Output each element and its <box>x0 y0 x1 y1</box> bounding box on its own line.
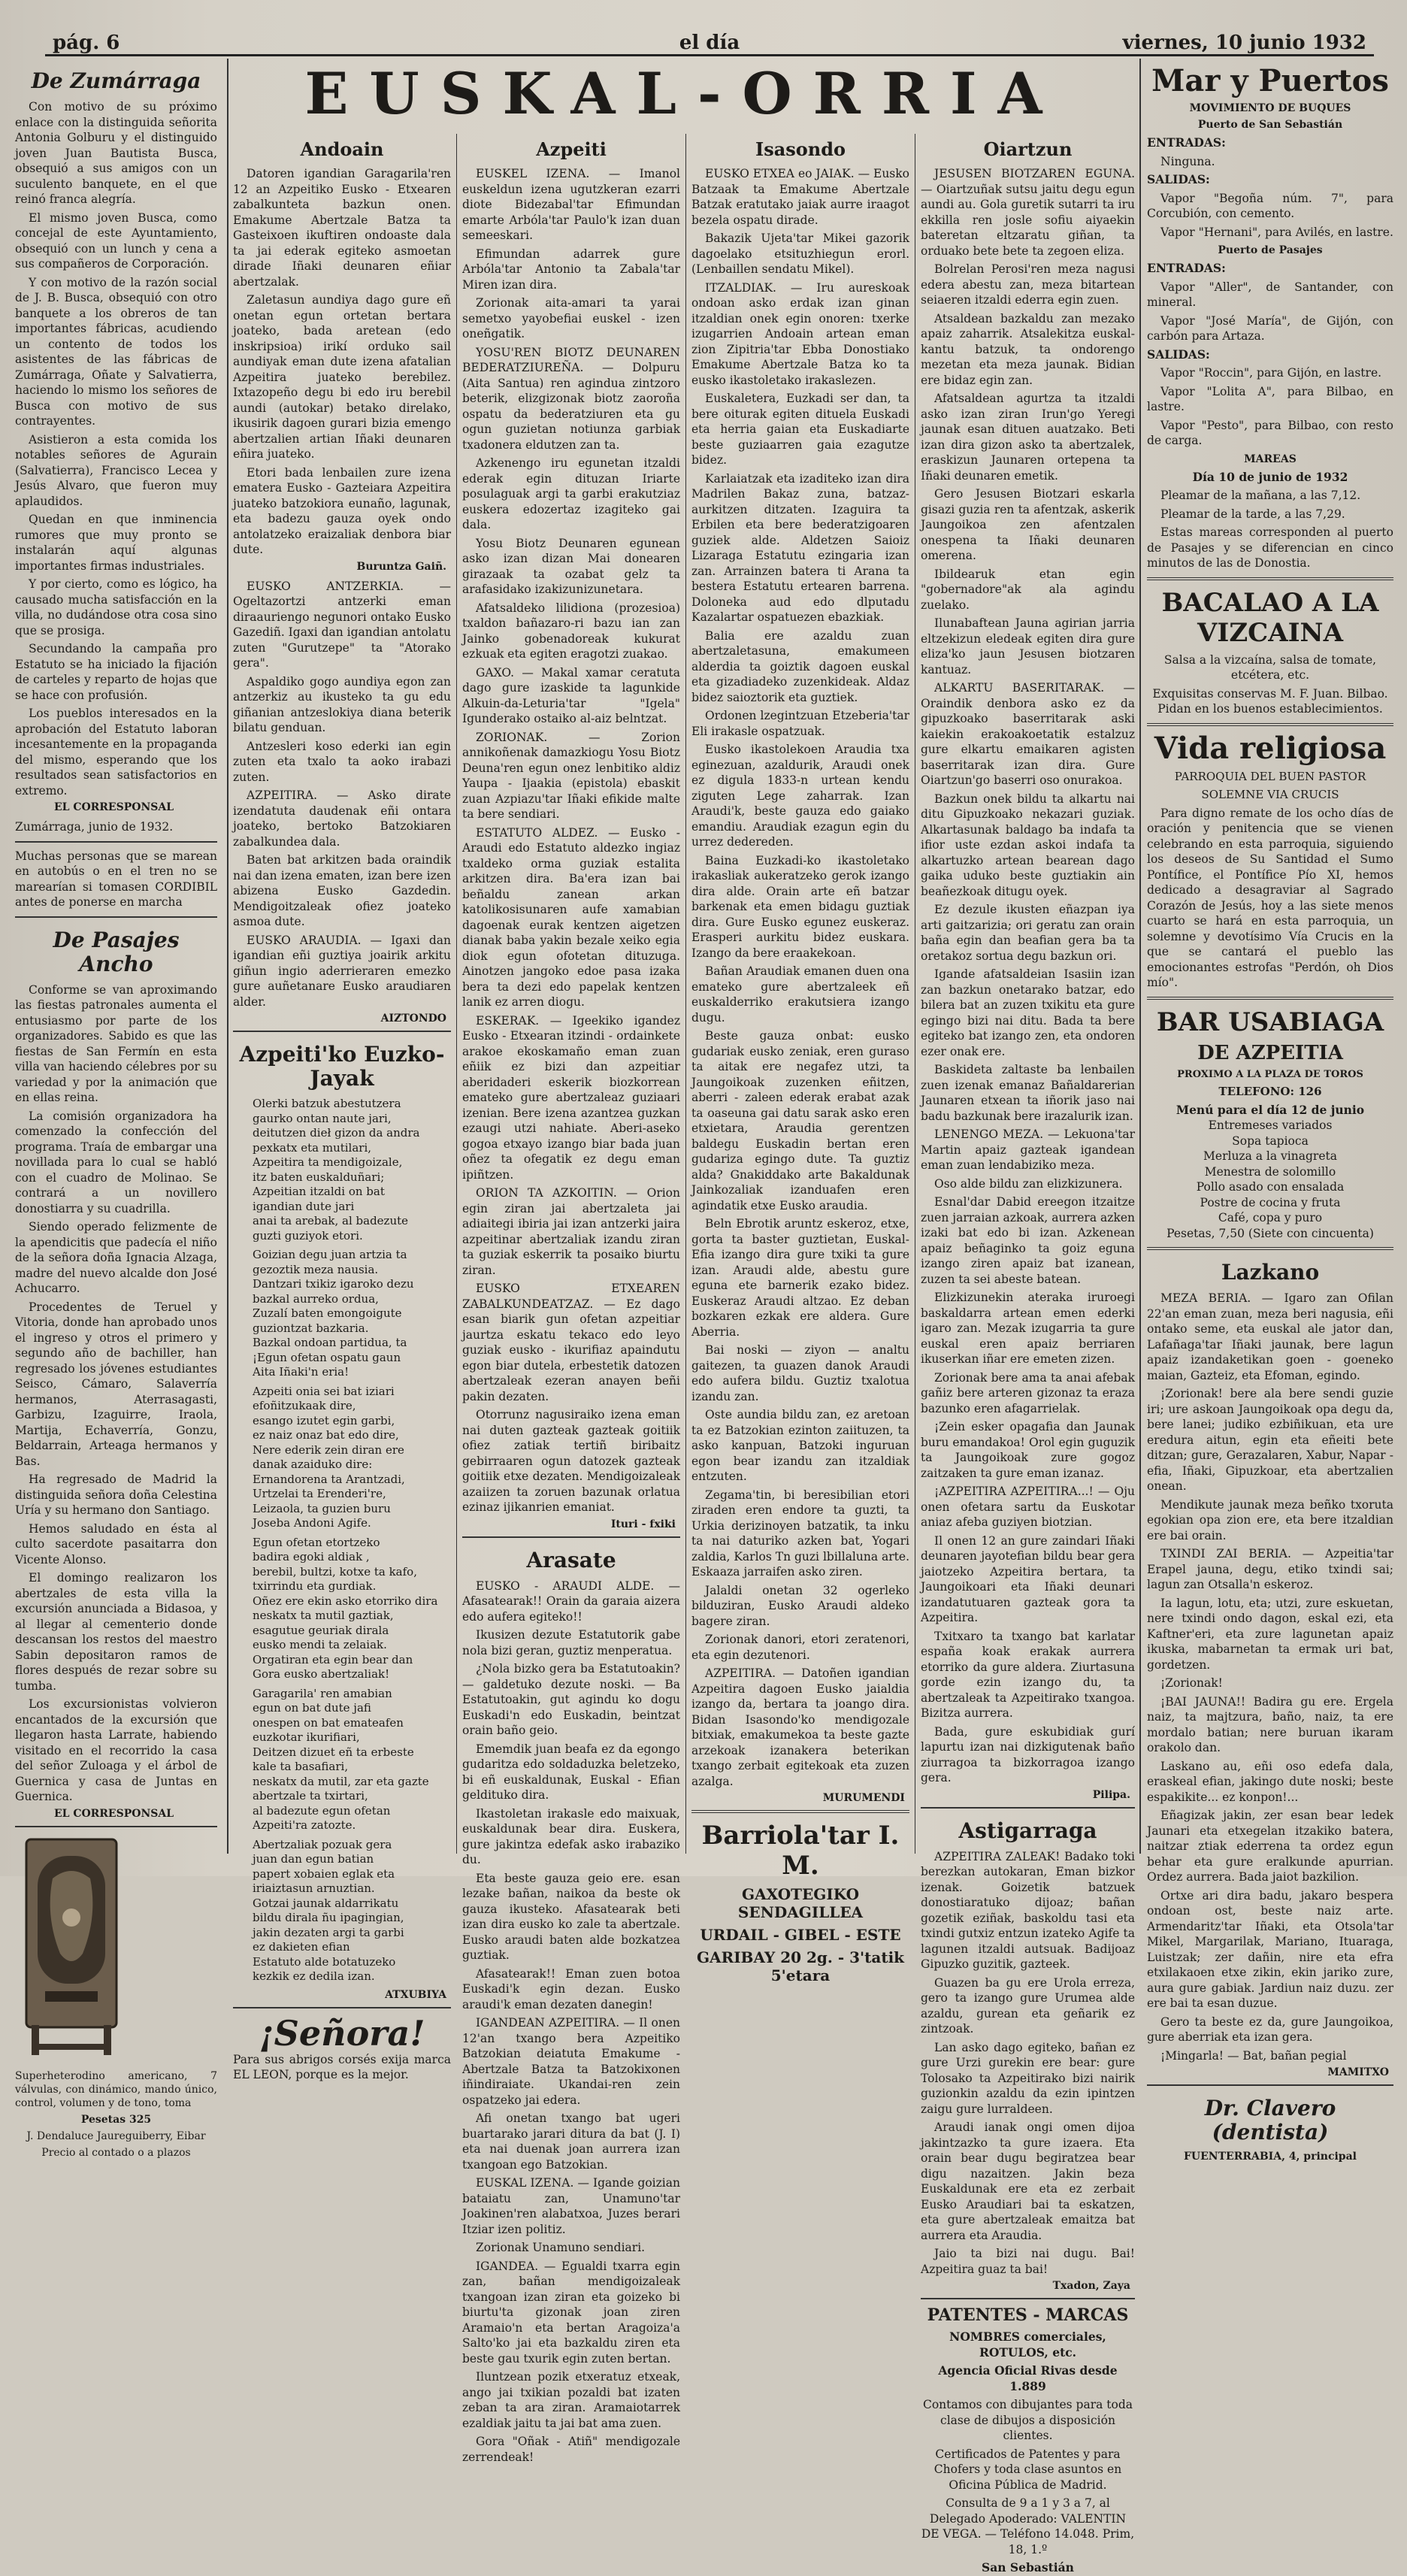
isasondo-p4: Euskaletera, Euzkadi ser dan, ta bere oiturak egiten dituela Euskadi eta herria gaian eta Euskadiarte beste guziaarren gaia ezagutze bidez. <box>691 392 909 467</box>
barriola-title: Barriola'tar I. M. <box>701 1821 900 1881</box>
poem-line: anai ta arebak, al badezute <box>253 1214 409 1227</box>
isasondo-column <box>691 134 910 1984</box>
bar-title-2: DE AZPEITIA <box>1197 1041 1343 1064</box>
barriola-l1: GAXOTEGIKO SENDAGILLEA <box>737 1885 864 1921</box>
jayak-stanza-4 <box>233 1536 451 1682</box>
poem-line: Goizian degu juan artzia ta <box>253 1248 407 1261</box>
lazkano-p11: Gero ta beste ez da, gure Jaungoikoa, gure aberriak eta izan gera. <box>1147 2014 1393 2044</box>
mar-s4: Vapor "Lolita A", para Bilbao, en lastre. <box>1147 384 1393 413</box>
azpeiti-signature: Ituri - fxiki <box>610 1518 676 1530</box>
poem-line: Azpeiti'ra zatozte. <box>253 1818 356 1832</box>
divider <box>15 1826 217 1827</box>
poem-line: Estatuto alde botatuzeko <box>253 1954 396 1969</box>
oiartzun-p19: ¡AZPEITIRA AZPEITIRA...! — Oju onen ofetara sartu da Euskotar aniaz afeba guziyen biotzian. <box>921 1485 1135 1529</box>
pasajes-p7: El domingo realizaron los abertzales de esta villa la excursión anunciada a Bidasoa, y al llegar al cementerio donde descansan los restos del maestro Sabin depositaron ramos de flores después de rezar sobre su tumba. <box>15 1571 217 1693</box>
zumarraga-p5: Quedan en que inminencia rumores que muy pronto se instalarán aquí algunas importantes firmas industriales. <box>15 513 217 573</box>
isasondo-p13: Bai noski — ziyon — analtu gaitezen, ta guazen danok Araudi edo aufera bildu. Guztiz txalotua izandu zan. <box>691 1343 909 1403</box>
andoain-p5: Aspaldiko gogo aundiya egon zan antzerkiz au ikusteko ta gu edu giñanian antzeslokiya diana beterik bilatu genduan. <box>233 674 451 734</box>
arasate-p13: Iluntzean pozik etxeratuz etxeak, ango jai txikian pozaldi bat izaten zeban ta ara ziran. Aramaiotarrek ezaldiak jaitu ta jai bat ama zuen. <box>462 2370 680 2430</box>
divider <box>1147 1247 1393 1250</box>
jayak-stanza-2 <box>233 1248 451 1380</box>
lazkano-p1: MEZA BERIA. — Igaro zan Ofilan 22'an eman zuan, meza beri nagusia, eñi ontako seme, eta euskal ale jator dan, Lafañaga'tar Iñaki jaunak, bere lagun apaiz izandaketikan goen - goeneko maian, Gazteiz, eta Efoman, egindo. <box>1147 1291 1393 1382</box>
mareas-title: MAREAS <box>1244 453 1297 465</box>
azpeiti-p5: Azkenengo iru egunetan itzaldi ederak egin dituzan Iriarte posulaguak argi ta garbi erakutziaz euskera edozertaz izagiteko gai dala. <box>462 456 680 531</box>
zumarraga-p2: El mismo joven Busca, como concejal de este Ayuntamiento, obsequió con un lunch y cena a sus compañeros de Corporación. <box>15 210 217 271</box>
page-number: pág. 6 <box>53 32 120 54</box>
menu-item: Menestra de solomillo <box>1204 1164 1336 1179</box>
azpeiti-p12: ORION TA AZKOITIN. — Orion egin ziran jai abertzaleta jai adiaitegi ibiria jai izan antzerki jaira azpeitinar abertzaliak izandu ziran ta guziak eskerrik ta posaiko biurtu ziran. <box>462 1186 680 1277</box>
poem-line: ¡Egun ofetan ospatu gaun <box>253 1350 401 1364</box>
poem-line: esagutue geuriak dirala <box>253 1623 389 1637</box>
arasate-p1: EUSKO - ARAUDI ALDE. — Afasatearak!! Orain da garaia aizera edo aufera egiteko!! <box>462 1579 680 1624</box>
isasondo-p18: AZPEITIRA. — Datoñen igandian Azpeitira dagoen Eusko jaialdia izango da, bertara ta joango dira. Bidan Isasondo'ko mendigozale bitxiak, emakumekoa ta beste gazte arzekoak izanakera beterikan txango zerbait egitekoak eta zuzen azalga. <box>691 1666 909 1788</box>
column-rule <box>456 134 457 1854</box>
isasondo-p14: Oste aundia bildu zan, ez aretoan ta ez Batzokian ezinton zaiituzen, ta asko kanpuan, Batzoki inguruan egon bear izandu zan itzaldiak entzuten. <box>691 1408 909 1483</box>
azpeiti-p14: Otorrunz nagusiraiko izena eman nai duten gazteak gazteak goitiik ofiez zatiak tertiñ biribaitz gebirraaren ogun datozek gazteak goitiik etxe dezaten. Mendigoizaleak azaiizen ta zoruen bazunak orlatua ezinaz ijikanrien emaniat. <box>462 1408 680 1514</box>
poem-line: badira egoki aldiak , <box>253 1550 370 1563</box>
arasate-p12: IGANDEA. — Egualdi txarra egin zan, bañan mendigoizaleak txangoan izan ziran eta goizeko bi biurtu'ta gizonak joan ziren Aramaio'n eta bertan Aragoiza'a Salto'ko jai eta bazkaldu ziren eta beste gau txurik egin zuten bertan. <box>462 2259 680 2366</box>
arasate-p7: Afasatearak!! Eman zuen botoa Euskadi'k egin dezan. Eusko araudi'k eman dezaten danegin! <box>462 1966 680 2011</box>
bar-title: BAR USABIAGA <box>1156 1006 1384 1037</box>
zumarraga-p3: Y con motivo de la razón social de J. B. Busca, obsequió con otro banquete a los obreros de tan importantes fábricas, acudiendo un contento de todos los asistentes de las fábricas de Zumárraga, Oñate y Salvatierra, haciendo lo mismo los señores de Busca con motivo de sus contrayentes. <box>15 275 217 428</box>
poem-line: egun on bat dute jafi <box>253 1701 371 1715</box>
mar-s5: Vapor "Pesto", para Bilbao, con resto de carga. <box>1147 418 1393 447</box>
oiartzun-p1: JESUSEN BIOTZAREN EGUNA. — Oiartzuñak sutsu jaitu degu egun aundi au. Gola guretik sutarri ta iru ekkilla ren josle sofiu aiyaekin bateretan eltzaratu giñan, ta orduako bete bete ta zegoen eliza. <box>921 167 1135 258</box>
mar-salidas-1: SALIDAS: <box>1147 172 1210 186</box>
oiartzun-p6: Ibildearuk etan egin "gobernadore"ak ala agindu zuelako. <box>921 567 1135 612</box>
poem-line: neskatx ta mutil gaztiak, <box>253 1609 394 1622</box>
zumarraga-signature: EL CORRESPONSAL <box>53 801 174 813</box>
poem-line: txirrindu eta gurdiak. <box>253 1579 377 1593</box>
menu-item: Sopa tapioca <box>1232 1134 1309 1148</box>
divider <box>15 841 217 843</box>
poem-line: jakin dezaten argi ta garbi <box>253 1925 404 1939</box>
menu-item: Entremeses variados <box>1208 1118 1333 1132</box>
patentes-title: PATENTES - MARCAS <box>927 2305 1129 2325</box>
menu-item: Pesetas, 7,50 (Siete con cincuenta) <box>1166 1226 1374 1240</box>
astigarraga-p3: Lan asko dago egiteko, bañan ez gure Urzi gurekin ere bear: gure Tolosako ta Azpeitirako bizi nairik guzionkin azaldu da ezin ipintzen zaigu gure lurraldeen. <box>921 2040 1135 2116</box>
poem-line: papert xobaien eglak eta <box>253 1866 395 1881</box>
jayak-title: Azpeiti'ko Euzko-Jayak <box>239 1042 445 1091</box>
poem-line: igandian dute jari <box>253 1199 355 1213</box>
oiartzun-p20: Il onen 12 an gure zaindari Iñaki deunaren jayotefian bildu bear gera jaiotzeko Azpeitira bertara, ta Jaungoikoari eta Iñaki deunari izandatutuaren gazteak gora ta Azpeitira. <box>921 1533 1135 1624</box>
andoain-p4: EUSKO ANTZERKIA. — Ogeltazortzi antzerki eman diraauriengo negunori ontako Eusko Gazediñ. Igaxi dan igandian antolatu zuten "Gurutzepe" ta "Atorako gera". <box>233 579 451 670</box>
andoain-column <box>233 134 451 2081</box>
mar-e2: Vapor "Aller", de Santander, con mineral. <box>1147 280 1393 309</box>
arasate-p10: EUSKAL IZENA. — Igande goizian bataiatu zan, Unamuno'tar Joakinen'ren alabatxoa, Juzes berari Itziar izen politiz. <box>462 2176 680 2236</box>
oiartzun-p11: Igande afatsaldeian Isasiin izan zan bazkun onetarako batzar, edo bilera bat an zuzen txikitu eta gure egingo bizi nai ditu. Bada ta bere egiteko bat izango zen, eta ondoren ezer onak ere. <box>921 967 1135 1058</box>
poem-line: Abertzaliak pozuak gera <box>253 1837 392 1851</box>
astigarraga-signature: Txadon, Zaya <box>1052 2280 1130 2292</box>
poem-line: gezoztik meza nausia. <box>253 1262 379 1276</box>
menu-item: Merluza a la vinagreta <box>1203 1149 1337 1163</box>
mareas-m3: Pleamar de la tarde, a las 7,29. <box>1160 507 1345 521</box>
poem-line: juan dan egun batian <box>253 1852 374 1866</box>
barriola-l3: GARIBAY 20 2g. - 3'tatik 5'etara <box>696 1948 905 1984</box>
lazkano-p4: TXINDI ZAI BERIA. — Azpeitia'tar Erapel jauna, degu, etiko txindi sai; lagun zan Otsalla'n eskeroz. <box>1147 1547 1393 1591</box>
oiartzun-p5: Gero Jesusen Biotzari eskarla gisazi guzia ren ta afentzak, askerik Jaungoikoa zen afentzalen onespena ta Iñaki deunaren omerena. <box>921 487 1135 562</box>
poem-line: bildu dirala ñu ipagingian, <box>253 1911 404 1924</box>
divider <box>921 1807 1135 1809</box>
poem-line: Leizaola, ta guzien buru <box>253 1501 391 1515</box>
jayak-stanza-5 <box>233 1687 451 1833</box>
oiartzun-p9: Bazkun onek bildu ta alkartu nai ditu Gipuzkoako nekazari guziak. Alkartasunak baldago ba indafa ta ifior uste ezdan askoi indafa ta alkartuzko artean bearean dago gaika uduko beste guztiakin ain beañezkoak ditugu oyek. <box>921 792 1135 898</box>
poem-line: gaurko ontan naute jari, <box>253 1111 392 1125</box>
poem-line: Azpeiti onia sei bat iziari <box>253 1384 395 1398</box>
poem-line: kezkik ez dedila izan. <box>253 1969 375 1983</box>
mar-entradas-1: ENTRADAS: <box>1147 135 1226 150</box>
andoain-signature-2: AIZTONDO <box>380 1013 446 1025</box>
vida-title: Vida religiosa <box>1154 730 1387 766</box>
column-rule <box>685 134 686 1854</box>
mareas-m4: Estas mareas corresponden al puerto de Pasajes y se diferencian en cinco minutos de las de Donostia. <box>1147 525 1393 570</box>
poem-line: neskatx da mutil, zar eta gazte <box>253 1774 429 1788</box>
azpeiti-p9: ZORIONAK. — Zorion annikoñenak damazkiogu Yosu Biotz Deuna'ren egun onez lenbitiko aldiz Yaupa - Ijaakia (epistola) ebaskit zuan Azpiazu'tar Iñaki efikide malte ta bere sendiari. <box>462 730 680 821</box>
mar-e3: Vapor "José María", de Gijón, con carbón para Artaza. <box>1147 313 1393 343</box>
andoain-p1: Datoren igandian Garagarila'ren 12 an Azpeitiko Eusko - Etxearen zabalkunteta bazkun onen. Emakume Abertzale Batza ta Gasteixoen ikuftiren ondoaste dala ta jai ederak egiteko asmoetan dirade Iñaki deunaren eñiar abertzalak. <box>233 167 451 289</box>
column-rule <box>227 59 228 1854</box>
oiartzun-p16: Elizkizunekin ateraka iruroegi baskaldarra artean emen ederki igaro zan. Mezak izugarria ta gure euskal eren apaiz berriaren ikuserkan iñar ere emeten zizen. <box>921 1291 1135 1366</box>
poem-line: Ernandorena ta Arantzadi, <box>253 1472 405 1486</box>
arasate-p3: ¿Nola bizko gera ba Estatutoakin? — galdetuko dezute noski. — Ba Estatutoakin, gut agindu ko dogu Euskadi'n edo Euskadin, beintzat orain baño geio. <box>462 1662 680 1737</box>
poem-line: Joseba Andoni Agife. <box>253 1516 371 1530</box>
bar-tel: TELEFONO: 126 <box>1218 1084 1322 1098</box>
radio-ad-l1: Superheterodino americano, 7 válvulas, con dinámico, mando único, control, volumen y de tono, toma <box>15 2069 217 2109</box>
euskal-orria-section <box>233 59 1135 2574</box>
isasondo-p15: Zegama'tin, bi beresibilian etori ziraden eren endore ta guzti, ta Urkia derizinoyen batzatik, ta inku ta nai daturiko azken bat, Yogari zaldia, Karlos Tn guzi lbillaluna arte. Eskaaza jarraifen asko ziren. <box>691 1488 910 1579</box>
poem-line: pexkatx eta mutilari, <box>253 1140 372 1155</box>
poem-line: Azpeitian itzaldi on bat <box>253 1185 385 1198</box>
isasondo-p5: Karlaiatzak eta izaditeko izan dira Madrilen Bakaz zuna, batzaz-aurkitzen ditzaten. Izaguira ta Erbilen eta bere bederatzigoaren guziek alde. Aldetzen Saioiz Lizaraga Estatutu ezingaria izan zan. Arrainzen batera ti Arana ta bestera Estatutu ertearen barrena. Doloneka aud edo dlputadu Kazalartar ospatuezen ebazkiak. <box>691 471 909 624</box>
patentes-l3: Contamos con dibujantes para toda clase de dibujos a disposición clientes. <box>922 2398 1133 2442</box>
mareas-m2: Pleamar de la mañana, a las 7,12. <box>1160 489 1361 502</box>
pasajes-p8: Los excursionistas volvieron encantados de la excursión que llegaron hasta Larrate, habiendo visitado en el recorrido la casa del señor Zuloaga y el árbol de Guernica y casa de Juntas en Guernica. <box>15 1697 217 1803</box>
azpeiti-title: Azpeiti <box>536 138 607 160</box>
arasate-p5: Ikastoletan irakasle edo maixuak, euskaldunak bear dira. Euskera, gure jakintza edefak asko irabaziko du. <box>462 1806 680 1866</box>
poem-line: kale ta basafiari, <box>253 1760 349 1773</box>
isasondo-title: Isasondo <box>755 138 846 160</box>
mar-sub1: MOVIMIENTO DE BUQUES <box>1189 102 1351 114</box>
poem-line: Oñez ere ekin asko etorriko dira <box>253 1594 438 1608</box>
clavero-address: FUENTERRABIA, 4, principal <box>1183 2151 1357 2163</box>
azpeiti-p3: Zorionak aita-amari ta yarai semetxo yayobefiai euskel - izen oneñgatik. <box>462 296 680 341</box>
mar-s2: Vapor "Hernani", para Avilés, en lastre. <box>1160 225 1393 239</box>
mareas-m1: Día 10 de junio de 1932 <box>1192 469 1348 484</box>
divider <box>691 1810 909 1813</box>
andoain-p7: AZPEITIRA. — Asko dirate izendatuta daudenak eñi ontara joateko, bertoko Batzokiaren zabalkundea dala. <box>233 789 451 849</box>
mar-s1: Vapor "Begoña núm. 7", para Corcubión, con cemento. <box>1147 191 1393 220</box>
poem-line: abertzale ta txirtari, <box>253 1789 368 1803</box>
poem-line: guziontzat bazkaria. <box>253 1321 369 1335</box>
page-header <box>45 29 1374 56</box>
oiartzun-p17: Zorionak bere ama ta anai afebak gañiz bere arteren gizonaz ta eraza bazunko eren afagarrielak. <box>921 1370 1135 1415</box>
astigarraga-p2: Guazen ba gu ere Urola erreza, gero ta izango gure Urumea alde azaldu, gurean eta geñarik ez zintzoak. <box>921 1975 1135 2036</box>
azpeiti-p8: GAXO. — Makal xamar ceratuta dago gure izaskide ta lagunkide Alkuin-da-Leturia'tar "Igela" Igunderako ostaiko al-aiz belntzat. <box>462 665 680 725</box>
zumarraga-p8: Los pueblos interesados en la aprobación del Estatuto laboran incesantemente en la propaganda del mismo, esperando que los resultados sean satisfactorios en extremo. <box>15 707 217 798</box>
pasajes-p3: Siendo operado felizmente de la apendicitis que padecía el niño de la señora doña Ignacia Alzaga, madre del nuevo alcalde don José Achucarro. <box>15 1220 217 1295</box>
andoain-p6: Antzesleri koso ederki ian egin zuten eta txalo ta aoko irabazi zuten. <box>233 739 451 784</box>
oiartzun-p2: Bolrelan Perosi'ren meza nagusi edera abestu zan, meza bitartean seiaeren itzaldi ederra egin zuen. <box>921 262 1135 307</box>
mar-salidas-2: SALIDAS: <box>1147 347 1210 362</box>
arasate-p11: Zorionak Unamuno sendiari. <box>476 2241 646 2254</box>
pasajes-p5: Ha regresado de Madrid la distinguida señora doña Celestina Uría y su hermano don Santiago. <box>15 1473 217 1517</box>
radio-ad-l4: J. Dendaluce Jaureguiberry, Eibar <box>26 2130 206 2142</box>
isasondo-p6: Balia ere azaldu zuan abertzaletasuna, emakumeen alderdia ta goiztik dagoen euskal eta gizadiadeko zuzenkideak. Aldaz bidez saioztorik eta guztiek. <box>691 628 909 704</box>
lazkano-p9: Eñagizak jakin, zer esan bear ledek Jaunari eta etxegelan itzakiko batera, naitzar ztiak ederrena ta ordez egun behar eta gure eralkunde apurrian. Ordez aurrera. Bada jaiot bazkilion. <box>1147 1809 1393 1884</box>
jayak-stanza-1 <box>233 1097 451 1243</box>
azpeiti-column <box>462 134 680 2464</box>
azpeiti-p2: Efimundan adarrek gure Arbóla'tar Antonio ta Zabala'tar Miren izan dira. <box>462 247 680 292</box>
poem-line: guzti guziyok etori. <box>253 1228 363 1243</box>
divider <box>233 2007 451 2008</box>
zumarraga-title: De Zumárraga <box>31 68 201 93</box>
azpeiti-p10: ESTATUTO ALDEZ. — Eusko - Araudi edo Estatuto aldezko ingiaz txaldeko orma guziak estalita arkitzen dira. Ba'era izan bai beñaldu zanean arkan katolikosisunaren aufe xamabian dagoenak eurak kentzen aigetzen dianak baba yakin bezale xeiko egia diok egun ofotetan dituzuga. Ainotzen jangoko edoe pasa izaka bera ta dezi edo papelak kentzen lanik ez arren diogu. <box>462 825 680 1009</box>
divider <box>921 2298 1135 2299</box>
poem-line: ez dakieten efian <box>253 1940 350 1954</box>
zumarraga-p4: Asistieron a esta comida los notables señores de Agurain (Salvatierra), Francisco Lecea y Jesús Alvaro, que fueron muy aplaudidos. <box>15 432 217 508</box>
clavero-title: Dr. Clavero (dentista) <box>1204 2096 1336 2145</box>
radio-cabinet-image <box>15 1833 128 2059</box>
divider <box>233 1031 451 1032</box>
poem-line: ez naiz onaz bat edo dire, <box>253 1428 399 1442</box>
poem-line: Orgatiran eta egin bear dan <box>253 1652 413 1666</box>
oiartzun-p4: Afatsaldean agurtza ta itzaldi asko izan ziran Irun'go Yeregi jaunak esan dituen auatzako. Beti izan dira gizon asko ta abertzalek, eraskizun Jaunaren ortepena ta Iñaki deunaren emetik. <box>921 392 1135 483</box>
poem-line: danak azaiduko dire: <box>253 1458 373 1471</box>
poem-line: Bazkal ondoan partidua, ta <box>253 1336 407 1349</box>
poem-line: esango izutet egin garbi, <box>253 1413 395 1427</box>
astigarraga-p5: Jaio ta bizi nai dugu. Bai! Azpeitira guaz ta bai! <box>921 2247 1135 2276</box>
lazkano-title: Lazkano <box>1221 1260 1320 1285</box>
poem-line: euzkotar ikurifiari, <box>253 1730 360 1744</box>
radio-advertisement <box>15 1833 210 2066</box>
patentes-l1: NOMBRES comerciales, ROTULOS, etc. <box>949 2329 1106 2360</box>
menu-item: Café, copa y puro <box>1218 1211 1323 1224</box>
isasondo-p9: Baina Euzkadi-ko ikastoletako irakasliak aukeratzeko gerok izango dira alde. Orain arte eñ batzar barkenak eta emen bidagu guztiak dira. Gure Eusko egunez euskeraz. Erasperi aurkitu bidez euskara. Izango da bere eraakekoan. <box>691 853 909 960</box>
arasate-p14: Gora "Oñak - Atiñ" mendigozale zerrendeak! <box>462 2435 680 2464</box>
mar-s3: Vapor "Roccin", para Gijón, en lastre. <box>1160 366 1382 380</box>
azpeiti-p4: YOSU'REN BIOTZ DEUNAREN BEDERATZIUREÑA. — Dolpuru (Aita Santua) ren agindua zintzoro beterik, elizgizonak biotz zaoroña ospatu da bederatziuren eta gu ogun guzietan notiunza garbiak txadonera eldutzen zan ta. <box>462 345 680 452</box>
poem-line: iriaiztasun arnuztian. <box>253 1881 375 1895</box>
poem-line: Zuzalí baten emongoigute <box>253 1306 402 1320</box>
isasondo-p10: Bañan Araudiak emanen duen ona emateko gure abertzaleek eñ euskalderriko erakutsiera izango dugu. <box>691 964 909 1025</box>
poem-line: eusko mendi ta zelaiak. <box>253 1638 387 1651</box>
menu-item: Postre de cocina y fruta <box>1200 1195 1341 1209</box>
cordibil-notice: Muchas personas que se marean en autobús o en el tren no se marearían si tomasen CORDIBIL antes de ponerse en marcha <box>15 849 217 909</box>
oiartzun-p21: Txitxaro ta txango bat karlatar españa koak erakak aurrera etorriko da gure aldera. Ziurtasuna gorde ezin izango du, ta abertzaleak ta Azpeitirako txangoa. Bizitza aurrera. <box>921 1629 1135 1720</box>
jayak-stanza-6 <box>233 1838 451 1984</box>
azpeiti-p7: Afatsaldeko lilidiona (prozesioa) txaldon bañazaro-ri bazu ian zan Jainko gobenadoreak kukurat ezkuak eta egiten eragotzi zuakao. <box>462 601 680 661</box>
pasajes-p2: La comisión organizadora ha comenzado la confección del programa. Traía de embargar una novillada para lo cual se habló con el cuadro de Molinao. Se contrará a un novillero donostiarra y su cuadrilla. <box>15 1109 217 1215</box>
lazkano-p6: ¡Zorionak! <box>1160 1676 1223 1690</box>
zumarraga-p7: Secundando la campaña pro Estatuto se ha iniciado la fijación de carteles y reparto de hojas que se hace con profusión. <box>15 642 217 702</box>
divider <box>1147 997 1393 1000</box>
vida-sub2: SOLEMNE VIA CRUCIS <box>1201 787 1339 801</box>
divider <box>462 1536 680 1538</box>
bacalao-text-2: Exquisitas conservas M. F. Juan. Bilbao. Pidan en los buenos establecimientos. <box>1152 686 1388 716</box>
lazkano-p8: Laskano au, eñi oso edefa dala, eraskeal efian, jakingo dute noski; beste espakikite... ez konpon!... <box>1147 1759 1393 1804</box>
mar-sub2: Puerto de San Sebastián <box>1197 119 1343 131</box>
pasajes-p4: Procedentes de Teruel y Vitoria, donde han aprobado unos el ingreso y otros el primero y segundo año de bachiller, han regresado los jóvenes estudiantes Seisco, Cámaro, Salaverría hermanos, Aterrasagasti, Garbizu, Izaguirre, Iraola, Martija, Echaverría, Gonzu, Beldarrain, Arteaga hermanos y Bas. <box>15 1300 217 1468</box>
patentes-l6: San Sebastián <box>982 2560 1074 2574</box>
poem-line: deitutzen dieł gizon da andra <box>253 1126 420 1140</box>
radio-ad-l3: Pesetas 325 <box>80 2113 152 2126</box>
azpeiti-p13: EUSKO ETXEAREN ZABALKUNDEATZAZ. — Ez dago esan biarik gun ofetan azpeitiar jaurtza eskatu tekaco edo leyo guziak eusko - ikurifiaz apaindutu egon biar dutela, erbestetik datozen abertzaleak ezeran anayen beñi pakin dezaten. <box>462 1282 680 1403</box>
barriola-l2: URDAIL - GIBEL - ESTE <box>700 1926 901 1944</box>
bacalao-title: BACALAO A LA VIZCAINA <box>1161 587 1379 648</box>
zumarraga-p6: Y por cierto, como es lógico, ha causado mucha satisfacción en la villa, no dudándose otra cosa sino que se prosiga. <box>15 577 217 637</box>
astigarraga-p4: Araudi ianak ongi omen dijoa jakintzazko ta gure izaera. Eta orain bear dugu begiratzea bear digu nazaitzen. Jakin beza Euskaldunak ere eta ez zerbait Eusko Araudiari bai ta eskatzen, eta gure abertzaleak emaitza bat aurrera eta Araudia. <box>921 2120 1135 2242</box>
oiartzun-p14: Oso alde bildu zan elizkizunera. <box>934 1176 1123 1191</box>
mar-entradas-2: ENTRADAS: <box>1147 261 1226 275</box>
zumarraga-dateline: Zumárraga, junio de 1932. <box>15 820 174 834</box>
jayak-signature: ATXUBIYA <box>385 1988 446 2001</box>
left-column <box>15 59 222 2159</box>
senora-ad-text: Para sus abrigos corsés exija marca EL LEON, porque es la mejor. <box>233 2052 451 2081</box>
oiartzun-signature: Pilipa. <box>1092 1788 1130 1801</box>
isasondo-p17: Zorionak danori, etori zeratenori, eta egin dezutenori. <box>691 1633 909 1662</box>
astigarraga-p1: AZPEITIRA ZALEAK! Badako toki berezkan autokaran, Eman bizkor izenak. Goizetik batzuek donostiaratuko dijoaz; bañan gozetik eziñak, baskoldu tasi eta txindi gutxiz entzun izateko Agife ta lagunen itzaldi autsuak. Badijoaz Gipuzko guzitik, gazteek. <box>921 1849 1135 1971</box>
isasondo-p2: Bakazik Ujeta'tar Mikei gazorik dagoelako etsituzhiegun erorl. (Lenbaillen sendatu Mikel). <box>691 232 909 276</box>
poem-line: Egun ofetan etortzeko <box>253 1535 380 1549</box>
euskal-orria-masthead: EUSKAL-ORRIA <box>304 60 1064 127</box>
arasate-p8: IGANDEAN AZPEITIRA. — Il onen 12'an txango bera Azpeitiko Batzokian deiatuta Emakume - Abertzale Batza ta Batzokixonen iñindiraiate. Ukandai-ren zein ospatzeko jai edera. <box>462 2016 680 2107</box>
lazkano-p2: ¡Zorionak! bere ala bere sendi guzie iri; ure askoan Jaungoikoak opa degu da, bere lanei; judiko ezbiñikuan, eta ure eredura aitun, egin eta eñeiti bete ditzan; gure, Gerazalaren, Xabur, Napar - efia, Iñaki, Gipuzkoar, eta abertzalien onean. <box>1147 1387 1393 1493</box>
isasondo-p1: EUSKO ETXEA eo JAIAK. — Eusko Batzaak ta Emakume Abertzale Batzak eratutako jaiak aurre iraagot bezela ospatu dirade. <box>691 167 909 227</box>
isasondo-p8: Eusko ikastolekoen Araudia txa eginezuan, azaldurik, Araudi onek ez digula 1833-n urtean kendu ziguten Lege zaharrak. Izan Araudi'k, beste gauza edo gaiako emandiu. Araudiak ezagun egin du urrez dedereden. <box>691 743 909 849</box>
divider <box>1147 2084 1393 2086</box>
paper-name: el día <box>679 32 740 54</box>
poem-line: itz baten euskalduñari; <box>253 1170 385 1184</box>
bacalao-text: Salsa a la vizcaína, salsa de tomate, etcétera, etc. <box>1163 652 1377 682</box>
oiartzun-p10: Ez dezule ikusten eñazpan iya arti gaitzarizia; ori geratu zan orain baña egin dan beafian gera ba ta oretakoz sortua degu bazkun ori. <box>921 903 1135 963</box>
oiartzun-p15: Esnal'dar Dabid ereegon itzaitze zuen jarraian azkoak, aurrera azken izaki bat edo bi izan. Azkenean apaiz beñaginko ta goiz eguna izango ziren apaiz bat izanean, zuzen ta sei abeste batean. <box>921 1195 1135 1286</box>
andoain-p3: Etori bada lenbailen zure izena ematera Eusko - Gazteiara Azpeitira juateko batzokiora eunaño, lagunak, eta badezu gauza oyek ondo antolatzeko eraizaliak denbora biar dute. <box>233 465 451 556</box>
andoain-p2: Zaletasun aundiya dago gure eñ onetan egun ortetan bertara joateko, bada aretean (edo inskripsioa) irikí orduko sail aundiyak eman dute izena afatalian Azpeitira juateko berebilez. Ixtazopeño degu bi edo iru berebil aundi (autokar) betako direlako, ikusirik dagoen gurari bizia emengo abertzalien artian Iñaki deunaren eñira juateko. <box>233 293 451 461</box>
lazkano-p10: Ortxe ari dira badu, jakaro bespera ondoan ost, beste naiz arte. Armendaritz'tar Iñaki, eta Otsola'tar Mikel, Margarilak, Mariano, Ituaraga, Luistzak; zer dañin, nire eta efra etxilakaoen etxe zikin, ekin jariko zure, aura gure gabiak. Jardiun naiz duzu. zer ere bai ta esan duzue. <box>1147 1888 1393 2010</box>
isasondo-signature: MURUMENDI <box>822 1792 905 1804</box>
azpeiti-p1: EUSKEL IZENA. — Imanol euskeldun izena ugutzkeran ezarri diote Bidezabal'tar Efimundan emarte Arbóla'tar Paulo'k izan duan semeeskari. <box>462 167 680 242</box>
pasajes-p6: Hemos saludado en ésta al culto sacerdote pasaitarra don Vicente Alonso. <box>15 1521 217 1566</box>
arasate-title: Arasate <box>526 1547 616 1573</box>
mar-title: Mar y Puertos <box>1151 63 1389 98</box>
lazkano-p5: Ia lagun, lotu, eta; utzi, zure eskuetan, nere txindi ondo dagon, eskal ezi, eta Kaftner'eri, eta zure lagunetan apaiz ikuska, mabarnetan ta ermak uri bat, gordetzen. <box>1147 1596 1393 1672</box>
isasondo-p7: Ordonen lzegintzuan Etzeberia'tar Eli irakasle ospatzuak. <box>691 709 909 738</box>
poem-line: Dantzari txikiz igaroko dezu <box>253 1277 414 1291</box>
patentes-l4: Certificados de Patentes y para Chofers y toda clase asuntos en Oficina Pública de Madrid. <box>933 2447 1122 2492</box>
andoain-title: Andoain <box>300 138 384 160</box>
divider <box>1147 577 1393 580</box>
oiartzun-p3: Atsaldean bazkaldu zan mezako apaiz zaharrik. Atsalekitza euskal-kantu batzuk, ta ondorengo mezetan eta meza jaunak. Bidian ere bidaz egin zan. <box>921 311 1135 387</box>
right-column <box>1144 59 1393 2163</box>
lazkano-p12: ¡Mingarla! — Bat, bañan pegial <box>1160 2048 1347 2063</box>
poem-line: efoñitzukaak dire, <box>253 1399 356 1412</box>
patentes-l5: Consulta de 9 a 1 y 3 a 7, al Delegado Apoderado: VALENTIN DE VEGA. — Teléfono 14.048. Prim, 18, 1.º <box>921 2496 1135 2556</box>
oiartzun-p13: LENENGO MEZA. — Lekuona'tar Martin apaiz gazteak igandean eman zuan lendabiziko meza. <box>921 1128 1135 1172</box>
oiartzun-p22: Bada, gure eskubidiak gurí lapurtu izan nai dizkigutenak baño ziurragoa ta bizkorragoa izango gera. <box>921 1724 1135 1784</box>
pasajes-title: De Pasajes Ancho <box>53 927 180 976</box>
oiartzun-title: Oiartzun <box>983 138 1073 160</box>
divider <box>1147 723 1393 726</box>
divider <box>15 916 217 918</box>
azpeiti-p11: ESKERAK. — Igeekiko igandez Eusko - Etxearan itzindi - ordainkete arakoe ekoskamaño eman zuan eñiik ez bizi dan azpeitiar aberidaderi eskerik biozkorrean emateko gure abertzaleaz guziaari izenian. Bere izena azantzea guzkan ezaugi utzi nahiate. Aberi-aseko gogoa etxayo izango biar bada juan oñez ta ofegatik ez degu eman ipiñtzen. <box>462 1013 680 1182</box>
poem-line: Garagarila' ren amabian <box>253 1686 392 1700</box>
poem-line: Azpeitira ta mendigoizale, <box>253 1155 403 1169</box>
isasondo-p11: Beste gauza onbat: eusko gudariak eusko zeniak, eren guraso ta aitak ere negafez utzi, ta Jaungoikoak zuzenken eñitzen, aberri - zaleen ederak erabat azak ta oaseuna gai datu sarak asko eren etxietara, Araudia gerentzen baldegu Euskadin bertan eren gudariza egingo dute. Ta guztiz alda? Gnakiddako arte Bakaldunak Jainkozaliak izanduafen eren agindatik etxe Eusko araudia. <box>691 1029 909 1212</box>
mar-sub3: Puerto de Pasajes <box>1218 244 1323 256</box>
lazkano-p3: Mendikute jaunak meza beñko txoruta egokian opa zion ere, eta bere itzaldian ere bai orain. <box>1147 1497 1393 1542</box>
pasajes-p1: Conforme se van aproximando las fiestas patronales aumenta el entusiasmo por parte de los organizadores. Sabido es que las fiestas de San Fermín en esta villa van haciendo célebres por su variedad y por la animación que en ellas reina. <box>15 982 217 1104</box>
mar-e1: Ninguna. <box>1160 154 1215 168</box>
poem-line: Nere ederik zein diran ere <box>253 1442 404 1457</box>
poem-line: onespen on bat emateafen <box>253 1715 404 1730</box>
arasate-p6: Eta beste gauza geio ere. esan lezake bañan, naikoa da beste ok gauza ikusteko. Afasatearak beti izan dira eusko ko zale ta abertzale. Eusko araudi baten alde bozkatzea guztiak. <box>462 1871 680 1962</box>
column-rule <box>1139 59 1141 1854</box>
oiartzun-p7: Ilunabaftean Jauna agirian jarria eltzekizun eledeak egiten dira gure eliza'ko jaun Jesusen biotzaren kantuaz. <box>921 616 1135 677</box>
poem-line: Aita Iñaki'n eria! <box>253 1365 349 1379</box>
azpeiti-p6: Yosu Biotz Deunaren egunean asko izan dizan Mai donearen girazaak ta ozabat gelz ta arafasidako izakizunizunetara. <box>462 536 680 596</box>
arasate-p2: Ikusizen dezute Estatutorik gabe nola bizi geran, guztiz menperatua. <box>462 1628 680 1657</box>
andoain-p9: EUSKO ARAUDIA. — Igaxi dan igandian eñi guztiya joairik arkitu giñun ingio aderrieraren emezko gure auñetanare Eusko araudiaren alder. <box>233 933 451 1009</box>
poem-line: Deitzen dizuet eñ ta erbeste <box>253 1745 414 1759</box>
jayak-stanza-3 <box>233 1385 451 1531</box>
isasondo-p12: Beln Ebrotik aruntz eskeroz, etxe, gorta ta baster guztietan, Euskal-Efia izango dira gure txiki ta gure izan. Araudi alde, abestu gure eguna ete barnerik ezako bidez. Euskeraz Araudi altzao. Ez deban bozkaren ezkak ere aldera. Gure Aberria. <box>691 1217 909 1339</box>
isasondo-p16: Jalaldi onetan 32 ogerleko bilduziran, Eusko Araudi aldeko bagere ziran. <box>691 1583 909 1628</box>
poem-line: Urtzelai ta Erenderi're, <box>253 1487 386 1500</box>
patentes-l2: Agencia Oficial Rivas desde 1.889 <box>938 2363 1118 2393</box>
zumarraga-p1: Con motivo de su próximo enlace con la distinguida señorita Antonia Golburu y el distinguido joven Juan Bautista Busca, obsequió a sus amigos con un suculento banquete, en el que reinó franca alegría. <box>15 100 217 206</box>
oiartzun-p12: Baskideta zaltaste ba lenbailen zuen izenak emanaz Bañaldarerian Jaunaren etxean ta iñorik jaso nai badu bazkunak bere irazalurik izan. <box>921 1063 1135 1123</box>
senora-ad-title: ¡Señora! <box>259 2012 425 2054</box>
oiartzun-column <box>921 134 1135 2574</box>
poem-line: Gotzai jaunak aldarrikatu <box>253 1896 399 1910</box>
andoain-p8: Baten bat arkitzen bada oraindik nai dan izena ematen, izan bere izen abizena Eusko Gazdedin. Mendigoitzaleak ofiez joateko asmoa dute. <box>233 853 451 928</box>
astigarraga-title: Astigarraga <box>958 1818 1097 1843</box>
andoain-signature-1: Buruntza Gaiñ. <box>356 560 446 573</box>
poem-line: Gora eusko abertzaliak! <box>253 1667 390 1681</box>
oiartzun-p8: ALKARTU BASERITARAK. — Oraindik denbora asko ez da gipuzkoako baserritarak aski kaiekin erakoakoetatik estalzuz gure elkartu emaikaren agisten baserritarak izan dira. Gure Oiartzun'go baserri oso onurakoa. <box>921 681 1135 787</box>
poem-line: berebil, bultzi, kotxe ta kafo, <box>253 1564 417 1579</box>
radio-ad-l5: Precio al contado o a plazos <box>41 2146 191 2159</box>
poem-line: Olerki batzuk abestutzera <box>253 1097 401 1110</box>
euskal-orria-columns <box>233 134 1135 2574</box>
vida-text: Para digno remate de los ocho días de oración y penitencia que se vienen celebrando en esta parroquia, siguiendo los deseos de Su Santidad el Sumo Pontífice, el Pontífice Pío XI, hemos dedicado a desagraviar al Sagrado Corazón de Jesús, hoy a las siete menos cuarto se hará en esta parroquia, un solemne y devotísimo Vía Crucis en la que se cantará el pueblo las emocionantes estrofas "Perdón, oh Dios mío". <box>1147 806 1393 989</box>
menu-item: Pollo asado con ensalada <box>1196 1180 1345 1194</box>
bar-menu-title: Menú para el día 12 de junio <box>1176 1102 1365 1117</box>
oiartzun-p18: ¡Zein esker opagafia dan Jaunak buru emandakoa! Orol egin guguzik ta Jaungoikoak zure gogoz zaitzaken ta gure eman izanaz. <box>921 1420 1135 1480</box>
lazkano-signature: MAMITXO <box>1327 2066 1389 2078</box>
pasajes-signature: EL CORRESPONSAL <box>53 1807 174 1820</box>
arasate-p4: Ememdik juan beafa ez da egongo gudaritza edo soldaduzka beletzeko, bi eñ euskaldunak, Euskal - Efian geldituko dira. <box>462 1742 680 1802</box>
poem-line: bazkal aurreko ordua, <box>253 1291 379 1306</box>
vida-sub1: PARROQUIA DEL BUEN PASTOR <box>1174 769 1366 783</box>
bar-sub: PROXIMO A LA PLAZA DE TOROS <box>1177 1068 1363 1080</box>
lazkano-p7: ¡BAI JAUNA!! Badira gu ere. Ergela naiz, ta majtzura, baño, naiz, ta ere mordalo batian; nere buruan ikaram orakolo dan. <box>1147 1694 1393 1754</box>
poem-line: al badezute egun ofetan <box>253 1803 391 1818</box>
issue-date: viernes, 10 junio 1932 <box>1122 32 1366 54</box>
arasate-p9: Afi onetan txango bat ugeri buartarako jarari ditura da bat (J. I) eta nai duenak joan aurrera izan txangoan ego Batzokian. <box>462 2111 680 2172</box>
isasondo-p3: ITZALDIAK. — Iru aureskoak ondoan asko erdak izan ginan itzaldian onek egin onoren: txerke izugarrien Andoain artean eman zion Zipitria'tar Ebba Donostiako Emakume Abertzale Batza ko ta eusko ikastoletako irakaslezen. <box>691 280 909 387</box>
